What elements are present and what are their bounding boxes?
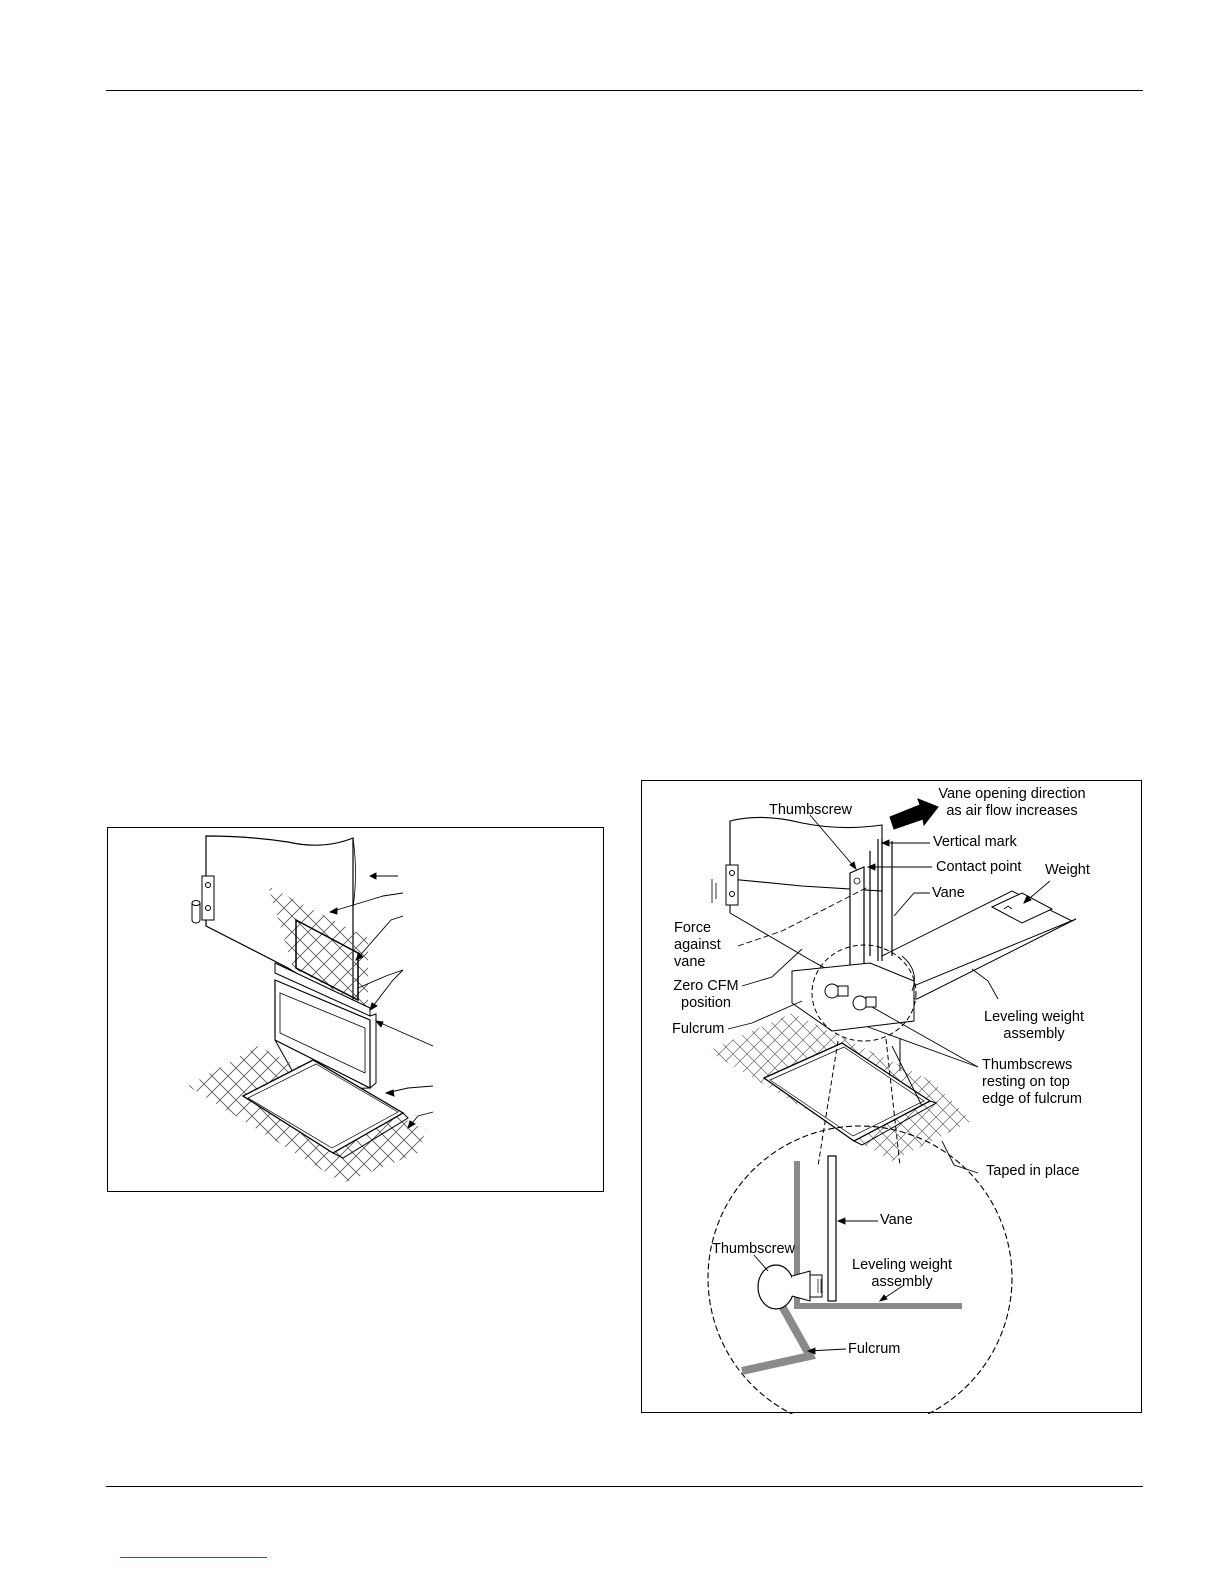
footer-link-underline[interactable] [120, 1557, 267, 1558]
header-rule [106, 90, 1143, 91]
label-vane-detail: Vane [880, 1212, 913, 1228]
label-fulcrum-detail: Fulcrum [848, 1341, 901, 1357]
label-contact-point: Contact point [936, 859, 1022, 875]
label-zero-cfm-position: Zero CFM position [673, 978, 739, 1011]
label-leveling-weight-assembly-detail: Leveling weight assembly [852, 1257, 952, 1290]
label-thumbscrew-detail: Thumbscrew [712, 1241, 795, 1257]
label-thumbscrew-top: Thumbscrew [769, 802, 852, 818]
footer-rule [106, 1486, 1143, 1487]
airflow-arrow-icon [890, 799, 938, 829]
label-vertical-mark: Vertical mark [933, 834, 1017, 850]
figure-left [107, 827, 604, 1192]
label-vane-opening-direction: Vane opening direction as air flow increases [938, 786, 1086, 819]
figure-right [641, 780, 1142, 1413]
label-thumbscrews-resting: Thumbscrews resting on top edge of fulcrum [982, 1057, 1082, 1107]
label-taped-in-place: Taped in place [986, 1163, 1080, 1179]
label-weight: Weight [1045, 862, 1090, 878]
label-leveling-weight-assembly-top: Leveling weight assembly [984, 1009, 1084, 1042]
label-fulcrum-top: Fulcrum [672, 1021, 725, 1037]
figure-left-drawing [108, 828, 605, 1193]
label-force-against-vane: Force against vane [674, 920, 721, 970]
label-vane-top: Vane [932, 885, 965, 901]
